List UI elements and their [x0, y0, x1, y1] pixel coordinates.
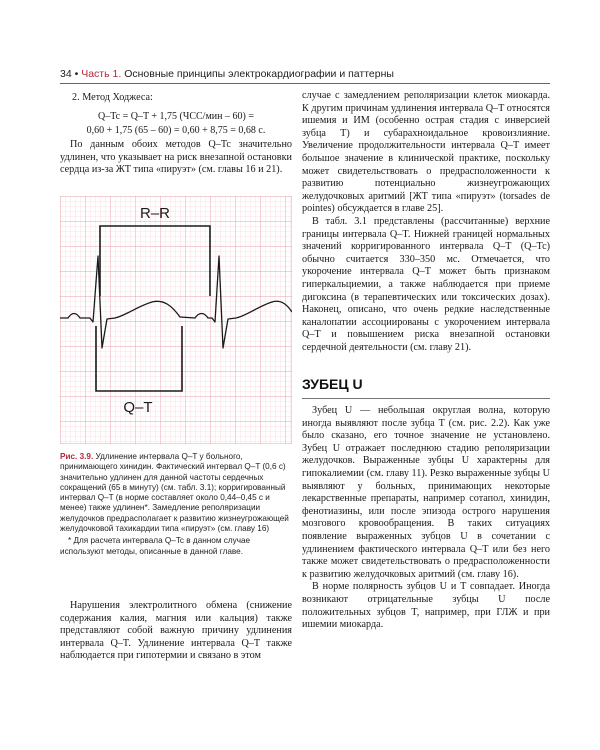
left-paragraph-1: По данным обоих методов Q–Tc значительно удлинен, что указывает на риск внезапной остановки сердца из-за ЖТ типа «пируэт» (см. главы 16 и 21).: [60, 139, 292, 176]
method-heading: 2. Метод Ходжеса:: [72, 92, 153, 103]
header-bullet: •: [74, 68, 79, 80]
section-title: ЗУБЕЦ U: [302, 376, 363, 392]
caption-title: Рис. 3.9.: [60, 452, 94, 461]
ecg-figure: [60, 196, 292, 444]
header-title: Основные принципы электрокардиографии и паттерны: [124, 68, 394, 80]
formula-1: Q–Tc = Q–T + 1,75 (ЧСС/мин – 60) =: [98, 111, 254, 122]
caption-note: * Для расчета интервала Q–Tc в данном случае используют методы, описанные в данной главе.: [60, 536, 251, 556]
ecg-grid: [60, 196, 292, 444]
running-header: [60, 68, 550, 80]
page-number: 34: [60, 68, 72, 80]
right-paragraph-4: В норме полярность зубцов U и T совпадает. Иногда возникают отрицательные зубцы U после положительных зубцов T, например, при ГЛЖ и при ишемии миокарда.: [302, 581, 550, 631]
left-paragraph-1-block: [60, 139, 292, 177]
left-paragraph-2: Нарушения электролитного обмена (снижение содержания калия, магния или кальция) также представляют собой важную причину удлинения интервала Q–T. Удлинение интервала Q–T также наблюдается при гипотермии и связано в этом: [60, 600, 292, 662]
caption-text: Удлинение интервала Q–T у больного, принимающего хинидин. Фактический интервал Q–T (0,6 с) значительно удлинен для данной частоты сердечных сокращений (65 в минуту) (см. табл. 3.1); корригированный интервал Q–T (в норме составляет около 0,44–0,45 с и менее) также удлинен*. Замедление реполяризации желудочков предрасполагает к развитию жизнеугрожающей желудочковой тахикардии типа «пируэт» (см. главу 16): [60, 452, 289, 534]
formula-2: 0,60 + 1,75 (65 – 60) = 0,60 + 8,75 = 0,68 с.: [86, 125, 266, 136]
left-paragraph-2-block: [60, 600, 292, 663]
header-rule: [60, 83, 550, 84]
right-column-top: [302, 90, 550, 354]
right-paragraph-3: Зубец U — небольшая округлая волна, которую иногда выявляют после зубца T (см. рис. 2.2). Как уже было сказано, его точное значение не установлено. Зубец U отражает последнюю стадию реполяризации желудочков. Выраженные зубцы U характерны для гипокалиемии (см. главу 11). Резко выраженные зубцы U выявляют у больных, принимающих некоторые лекарственные препараты, например сотапол, хинидин, фенотиазины, или после эпизода острого нарушения мозгового кровообращения. В таких ситуациях появление выраженных зубцов U в сочетании с удлинением фактического интервала Q–T или без него также может свидетельствовать о предрасположенности к развитию желудочковых аритмий (см. главу 16).: [302, 405, 550, 580]
header-part: Часть 1.: [81, 68, 122, 80]
section-rule: [302, 398, 550, 399]
rr-label: R–R: [139, 205, 171, 222]
method-heading-block: [72, 92, 292, 105]
right-column-bottom: [302, 405, 550, 632]
right-paragraph-1: случае с замедлением реполяризации клеток миокарда. К другим причинам удлинения интервала Q–T относятся ишемия и ИМ (особенно острая стадия с инверсией зубца T) и субарахноидальное кровоизлияние. Увеличение продолжительности интервала Q–T имеет большое значение в клинической практике, поскольку может свидетельствовать о предрасположенности к развитию потенциально жизнеугрожающих желудочковых аритмий [ЖТ типа «пируэт» (torsades de pointes) обсуждается в главе 25].: [302, 90, 550, 215]
figure-caption: [60, 452, 292, 557]
right-paragraph-2: В табл. 3.1 представлены (рассчитанные) верхние границы интервала Q–T. Нижней границей нормальных значений корригированного интервала Q–T (Q–Tc) обычно считается 330–350 мс. Отмечается, что укорочение интервала Q–T может быть признаком гиперкальциемии, а также наблюдается при приеме дигоксина (в терапевтических или токсических дозах). Наконец, описано, что очень редкие наследственные каналопатии ассоциированы с укорочением интервала Q–T и повышением риска внезапной остановки сердечной деятельности (см. главу 21).: [302, 215, 550, 353]
qt-label: Q–T: [123, 399, 153, 416]
